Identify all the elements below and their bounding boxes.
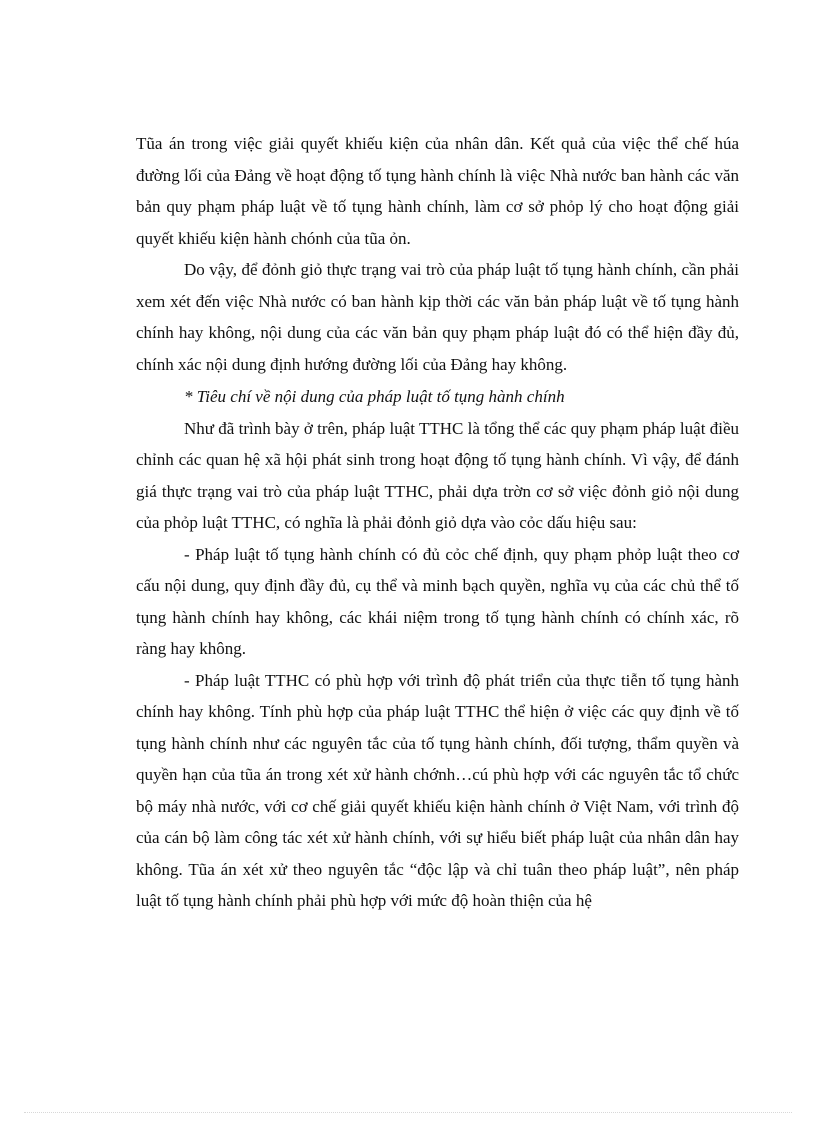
list-item-completeness: - Pháp luật tố tụng hành chính có đủ cỏc chế định, quy phạm phỏp luật theo cơ cấu nội dung, quy định đầy đủ, cụ thể và minh bạch quyền, nghĩa vụ của các chủ thể tố tụng hành chính hay không, các khái niệm trong tố tụng hành chính có chính xác, rõ ràng hay không. [136, 544, 739, 658]
page-footer-divider [24, 1112, 792, 1113]
document-page [136, 128, 739, 917]
paragraph-evaluation-method: Do vậy, để đỏnh giỏ thực trạng vai trò của pháp luật tố tụng hành chính, cần phải xem xét đến việc Nhà nước có ban hành kịp thời các văn bản pháp luật về tố tụng hành chính hay không, nội dung của các văn bản quy phạm pháp luật đó có thể hiện đầy đủ, chính xác nội dung định hướng đường lối của Đảng hay không. [136, 260, 739, 374]
section-heading-content-criteria: * Tiêu chí về nội dung của pháp luật tố tụng hành chính [184, 387, 565, 406]
paragraph-definition: Như đã trình bày ở trên, pháp luật TTHC là tổng thể các quy phạm pháp luật điều chỉnh các quan hệ xã hội phát sinh trong hoạt động tố tụng hành chính. Vì vậy, để đánh giá thực trạng vai trò của pháp luật TTHC, phải dựa trờn cơ sở việc đỏnh giỏ nội dung của phỏp luật TTHC, có nghĩa là phải đỏnh giỏ dựa vào cỏc dấu hiệu sau: [136, 418, 739, 532]
paragraph-continuation: Tũa án trong việc giải quyết khiếu kiện của nhân dân. Kết quả của việc thể chế húa đường lối của Đảng về hoạt động tố tụng hành chính là việc Nhà nước ban hành các văn bản quy phạm pháp luật về tố tụng hành chính, làm cơ sở phỏp lý cho hoạt động giải quyết khiếu kiện hành chónh của tũa ỏn. [136, 134, 739, 248]
list-item-suitability: - Pháp luật TTHC có phù hợp với trình độ phát triển của thực tiễn tố tụng hành chính hay không. Tính phù hợp của pháp luật TTHC thể hiện ở việc các quy định về tố tụng hành chính như các nguyên tắc của tố tụng hành chính, đối tượng, thẩm quyền và quyền hạn của tũa án trong xét xử hành chớnh…cú phù hợp với các nguyên tắc tổ chức bộ máy nhà nước, với cơ chế giải quyết khiếu kiện hành chính ở Việt Nam, với trình độ của cán bộ làm công tác xét xử hành chính, với sự hiểu biết pháp luật của nhân dân hay không. Tũa án xét xử theo nguyên tắc “độc lập và chỉ tuân theo pháp luật”, nên pháp luật tố tụng hành chính phải phù hợp với mức độ hoàn thiện của hệ [136, 670, 739, 910]
